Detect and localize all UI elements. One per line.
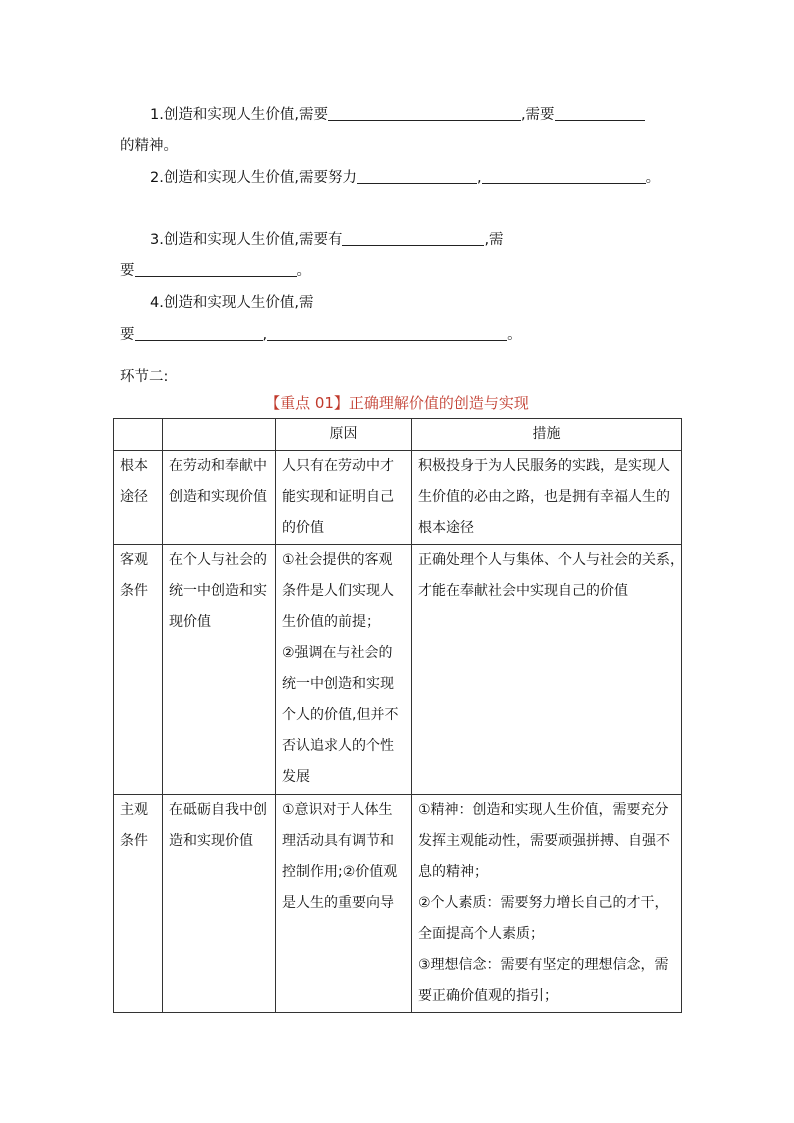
answer-blank[interactable] [342,230,484,246]
cell-line: 根本 [120,458,148,474]
cell-line: 的价值 [282,520,324,536]
measure-cell [412,451,682,545]
header-cell [114,419,163,451]
header-cell [163,419,276,451]
cell-line: 统一中创造和实现 [282,676,394,692]
cell-line: 理活动具有调节和 [282,833,394,849]
cell-line: 在个人与社会的 [169,552,267,568]
question-4-text-4: 。 [507,327,522,343]
cell-line: 创造和实现价值 [169,489,267,505]
question-4-text-2: 要 [120,327,135,343]
cell-line: ②个人素质：需要努力增长自己的才干， [418,895,669,911]
answer-blank[interactable] [328,105,521,121]
question-4-line-1 [150,291,313,312]
question-3-text-4: 。 [296,263,311,279]
cell-line: 要正确价值观的指引； [418,988,558,1004]
section-label: 环节二: [120,369,169,385]
cell-line: 根本途径 [418,520,474,536]
cell-line: ③理想信念：需要有坚定的理想信念，需 [418,957,669,973]
question-3-line-2 [120,259,311,280]
cell-line: 发挥主观能动性，需要顽强拼搏、自强不 [418,833,670,849]
approach-cell [163,795,276,1013]
approach-cell [163,451,276,545]
answer-blank[interactable] [135,261,297,277]
approach-cell [163,545,276,795]
question-3-text: 3.创造和实现人生价值,需要有 [150,232,343,248]
question-1-text: 1.创造和实现人生价值,需要 [150,107,328,123]
question-4-text-3: , [262,327,268,343]
cell-line: 生价值的前提； [282,614,380,630]
cell-line: ②强调在与社会的 [282,645,393,661]
cell-line: 是人生的重要向导 [282,895,394,911]
question-3-text-2: ,需 [484,232,504,248]
cell-line: 在劳动和奉献中 [169,458,267,474]
cell-line: 否认追求人的个性 [282,738,394,754]
question-2-text-3: 。 [645,170,661,186]
answer-blank[interactable] [357,168,477,184]
question-2-text-2: , [476,170,482,186]
cell-line: 主观 [120,802,148,818]
question-4-text: 4.创造和实现人生价值,需 [150,295,314,311]
question-4-line-2 [120,323,522,344]
cell-line: ①意识对于人体生 [282,802,393,818]
table-caption: 【重点 01】正确理解价值的创造与实现 [265,394,529,412]
cell-line: ①社会提供的客观 [282,552,393,568]
category-cell [114,451,163,545]
cell-line: 客观 [120,552,148,568]
question-3-line-1 [150,228,504,249]
question-1-text-2: ,需要 [520,107,555,123]
cell-line: 统一中创造和实 [169,583,267,599]
answer-blank[interactable] [135,325,263,341]
reason-cell [276,795,412,1013]
value-creation-table [113,418,682,1013]
cell-line: 积极投身于为人民服务的实践，是实现人 [418,458,670,474]
question-2-line-1 [150,166,660,187]
cell-line: 条件是人们实现人 [282,583,394,599]
cell-line: 正确处理个人与集体、个人与社会的关系， [418,552,684,568]
cell-line: 控制作用;②价值观 [282,864,398,880]
cell-line: 人只有在劳动中才 [282,458,394,474]
answer-blank[interactable] [555,105,645,121]
question-1-text-3: 的精神。 [120,138,178,154]
cell-line: 造和实现价值 [169,833,253,849]
question-3-text-3: 要 [120,263,135,279]
cell-line: 发展 [282,769,310,785]
header-cell-reason: 原因 [276,419,412,451]
cell-line: 条件 [120,583,148,599]
cell-line: 能实现和证明自己 [282,489,394,505]
table-row [114,451,682,545]
cell-line: 全面提高个人素质； [418,926,544,942]
cell-line: 生价值的必由之路，也是拥有幸福人生的 [418,489,670,505]
reason-cell [276,545,412,795]
cell-line: 现价值 [169,614,211,630]
measure-cell [412,795,682,1013]
measure-cell [412,545,682,795]
question-2-text: 2.创造和实现人生价值,需要努力 [150,170,357,186]
category-cell [114,795,163,1013]
cell-line: 才能在奉献社会中实现自己的价值 [418,583,628,599]
table-row [114,545,682,795]
table-row [114,795,682,1013]
cell-line: 条件 [120,833,148,849]
cell-line: 个人的价值,但并不 [282,707,399,723]
cell-line: 途径 [120,489,148,505]
category-cell [114,545,163,795]
question-1-line-2 [120,134,178,155]
answer-blank[interactable] [482,168,646,184]
cell-line: ①精神：创造和实现人生价值，需要充分 [418,802,669,818]
cell-line: 在砥砺自我中创 [169,802,267,818]
reason-cell [276,451,412,545]
answer-blank[interactable] [267,325,507,341]
header-cell-measure: 措施 [412,419,682,451]
question-1-line-1 [150,103,645,124]
table-header-row [114,419,682,451]
cell-line: 息的精神； [418,864,488,880]
